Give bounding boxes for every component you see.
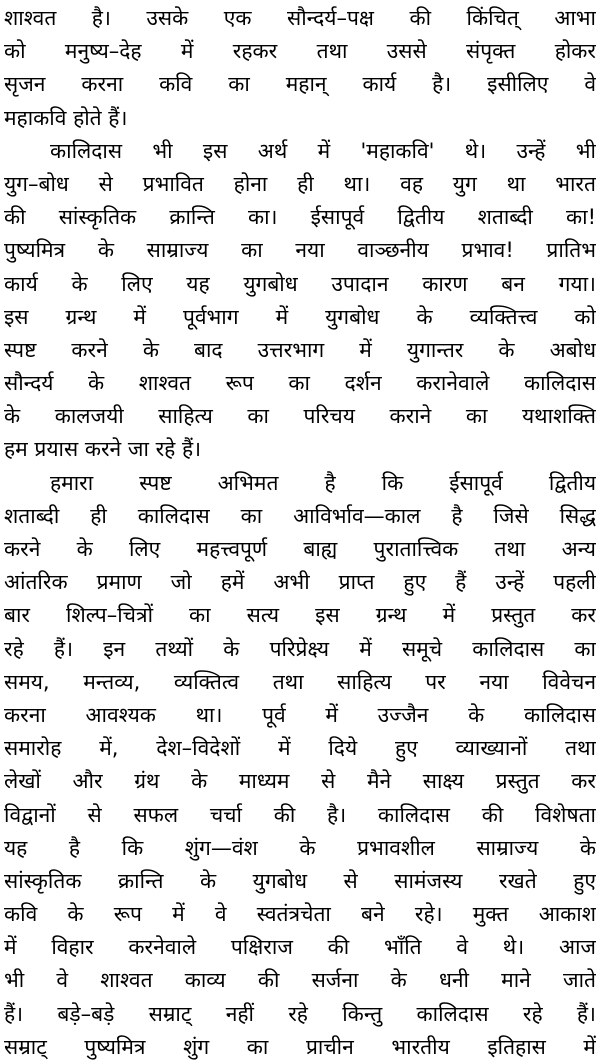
paragraph-2: [4, 135, 596, 467]
text-line: सम्राट् पुष्यमित्र शुंग का प्राचीन भारतीय इतिहास में: [4, 1034, 596, 1059]
text-line: के कालजयी साहित्य का परिचय कराने का यथाशक्ति: [4, 404, 596, 429]
text-line: स्पष्ट करने के बाद उत्तरभाग में युगान्तर के अबोध: [4, 337, 596, 362]
text-line: को मनुष्य–देह में रहकर तथा उससे संपृक्त होकर: [4, 39, 596, 64]
text-line: यह है कि शुंग—वंश के प्रभावशील साम्राज्य के: [4, 835, 596, 860]
text-line: हैं। बड़े–बड़े सम्राट् नहीं रहे किन्तु कालिदास रहे हैं।: [4, 1001, 596, 1026]
text-line: कार्य के लिए यह युगबोध उपादान कारण बन गया।: [4, 271, 596, 296]
text-line: करने के लिए महत्त्वपूर्ण बाह्य पुरातात्त्विक तथा अन्य: [4, 537, 596, 561]
text-line: महाकवि होते हैं।: [4, 105, 128, 130]
text-line: पुष्यमित्र के साम्राज्य का नया वाञ्छनीय प्रभाव! प्रातिभ: [4, 238, 596, 263]
text-line: समारोह में, देश–विदेशों में दिये हुए व्याख्यानों तथा: [4, 736, 596, 761]
text-line: कवि के रूप में वे स्वतंत्रचेता बने रहे। मुक्त आकाश: [4, 902, 596, 927]
text-line: विद्वानों से सफल चर्चा की है। कालिदास की विशेषता: [4, 802, 596, 827]
text-line: सृजन करना कवि का महान् कार्य है। इसीलिए वे: [4, 72, 596, 97]
text-line: शताब्दी ही कालिदास का आविर्भाव—काल है जिसे सिद्ध: [4, 503, 596, 528]
text-line: युग–बोध से प्रभावित होना ही था। वह युग था भारत: [4, 171, 596, 196]
paragraph-3: [4, 467, 596, 1064]
text-line: करना आवश्यक था। पूर्व में उज्जैन के कालिदास: [4, 702, 596, 727]
text-line: कालिदास भी इस अर्थ में 'महाकवि' थे। उन्हें भी: [50, 138, 596, 163]
text-line: हमारा स्पष्ट अभिमत है कि ईसापूर्व द्वितीय: [50, 470, 596, 495]
text-line: शाश्वत है। उसके एक सौन्दर्य–पक्ष की किंचित् आभा: [4, 6, 596, 30]
text-line: हम प्रयास करने जा रहे हैं।: [4, 437, 202, 462]
text-line: की सांस्कृतिक क्रान्ति का। ईसापूर्व द्वितीय शताब्दी का!: [4, 205, 596, 230]
text-line: आंतरिक प्रमाण जो हमें अभी प्राप्त हुए हैं उन्हें पहली: [4, 570, 596, 595]
text-line: रहे हैं। इन तथ्यों के परिप्रेक्ष्य में समूचे कालिदास का: [4, 636, 596, 661]
text-line: में विहार करनेवाले पक्षिराज की भाँति वे थे। आज: [4, 935, 596, 960]
text-line: बार शिल्प–चित्रों का सत्य इस ग्रन्थ में प्रस्तुत कर: [4, 603, 596, 628]
text-line: समय, मन्तव्य, व्यक्तित्व तथा साहित्य पर नया विवेचन: [4, 669, 596, 694]
text-line: सौन्दर्य के शाश्वत रूप का दर्शन करानेवाले कालिदास: [4, 371, 596, 396]
text-line: इस ग्रन्थ में पूर्वभाग में युगबोध के व्यक्तित्त्व को: [4, 304, 596, 329]
text-line: सांस्कृतिक क्रान्ति के युगबोध से सामंजस्य रखते हुए: [4, 868, 596, 893]
text-line: लेखों और ग्रंथ के माध्यम से मैने साक्ष्य प्रस्तुत कर: [4, 769, 596, 794]
text-line: भी वे शाश्वत काव्य की सर्जना के धनी माने जाते: [4, 968, 596, 993]
paragraph-1: [4, 2, 596, 135]
